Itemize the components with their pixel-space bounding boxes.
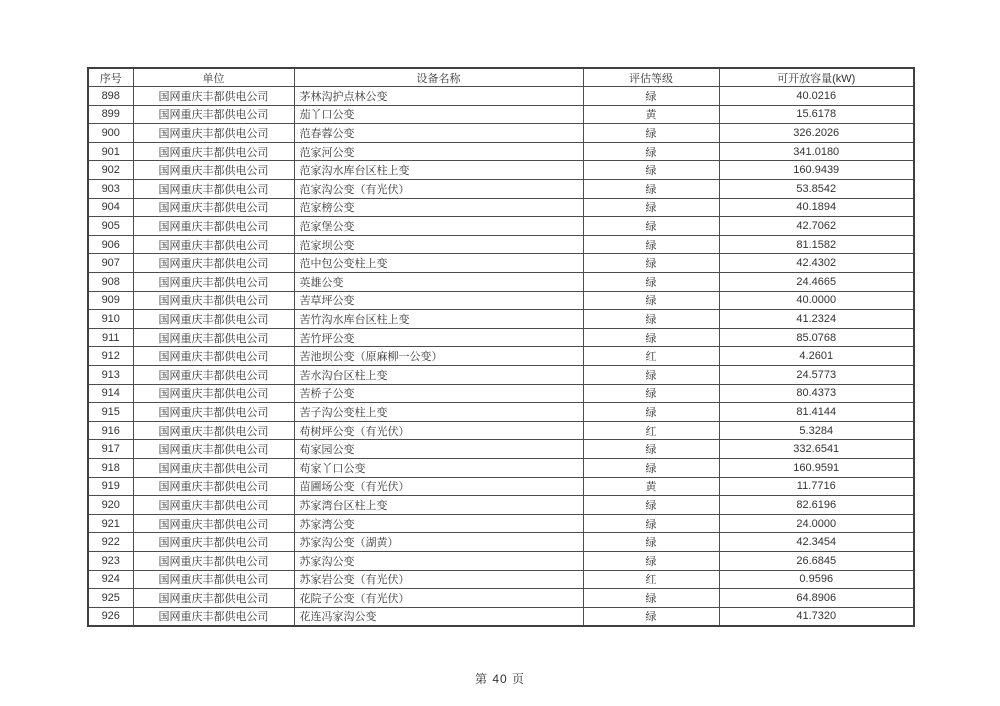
cell-grade: 绿 (583, 589, 719, 608)
cell-capacity: 24.4665 (719, 273, 914, 292)
table-row (88, 496, 914, 515)
table-row (88, 87, 914, 106)
cell-device: 苏家沟公变 (294, 551, 583, 570)
cell-index: 912 (88, 347, 133, 366)
cell-device: 范家堡公变 (294, 217, 583, 236)
cell-index: 906 (88, 235, 133, 254)
cell-grade: 黄 (583, 477, 719, 496)
cell-device: 茅林沟护点林公变 (294, 87, 583, 106)
cell-index: 914 (88, 384, 133, 403)
cell-grade: 绿 (583, 440, 719, 459)
cell-unit: 国网重庆丰都供电公司 (133, 533, 294, 552)
table-row (88, 291, 914, 310)
cell-grade: 绿 (583, 458, 719, 477)
cell-capacity: 0.9596 (719, 570, 914, 589)
table-header-row (88, 68, 914, 87)
cell-index: 908 (88, 273, 133, 292)
table-row (88, 403, 914, 422)
table-row (88, 142, 914, 161)
cell-grade: 红 (583, 421, 719, 440)
cell-unit: 国网重庆丰都供电公司 (133, 570, 294, 589)
cell-index: 905 (88, 217, 133, 236)
table-row (88, 589, 914, 608)
cell-device: 苏家湾公变 (294, 514, 583, 533)
cell-device: 茄丫口公变 (294, 105, 583, 124)
cell-device: 花院子公变（有光伏） (294, 589, 583, 608)
cell-grade: 绿 (583, 496, 719, 515)
cell-grade: 绿 (583, 514, 719, 533)
cell-grade: 绿 (583, 124, 719, 143)
cell-device: 范家沟公变（有光伏） (294, 180, 583, 199)
cell-capacity: 40.0000 (719, 291, 914, 310)
cell-index: 900 (88, 124, 133, 143)
cell-grade: 绿 (583, 291, 719, 310)
table-row (88, 384, 914, 403)
cell-device: 范家坝公变 (294, 235, 583, 254)
cell-unit: 国网重庆丰都供电公司 (133, 273, 294, 292)
cell-capacity: 80.4373 (719, 384, 914, 403)
cell-index: 923 (88, 551, 133, 570)
cell-index: 926 (88, 607, 133, 626)
cell-capacity: 40.0216 (719, 87, 914, 106)
cell-capacity: 81.4144 (719, 403, 914, 422)
cell-device: 苦水沟台区柱上变 (294, 366, 583, 385)
cell-capacity: 24.5773 (719, 366, 914, 385)
cell-unit: 国网重庆丰都供电公司 (133, 366, 294, 385)
table-row (88, 551, 914, 570)
cell-capacity: 332.6541 (719, 440, 914, 459)
table-row (88, 570, 914, 589)
cell-capacity: 81.1582 (719, 235, 914, 254)
cell-device: 英雄公变 (294, 273, 583, 292)
table-row (88, 254, 914, 273)
table-row (88, 533, 914, 552)
cell-unit: 国网重庆丰都供电公司 (133, 328, 294, 347)
cell-device: 范家榜公变 (294, 198, 583, 217)
cell-index: 901 (88, 142, 133, 161)
cell-capacity: 40.1894 (719, 198, 914, 217)
cell-capacity: 53.8542 (719, 180, 914, 199)
cell-unit: 国网重庆丰都供电公司 (133, 496, 294, 515)
cell-unit: 国网重庆丰都供电公司 (133, 458, 294, 477)
cell-unit: 国网重庆丰都供电公司 (133, 217, 294, 236)
cell-grade: 绿 (583, 328, 719, 347)
cell-index: 919 (88, 477, 133, 496)
cell-device: 苟家丫口公变 (294, 458, 583, 477)
cell-capacity: 5.3284 (719, 421, 914, 440)
cell-device: 苗圃场公变（有光伏） (294, 477, 583, 496)
table-row (88, 440, 914, 459)
table-row (88, 180, 914, 199)
cell-index: 909 (88, 291, 133, 310)
cell-capacity: 15.6178 (719, 105, 914, 124)
col-header-device: 设备名称 (294, 68, 583, 87)
cell-capacity: 82.6196 (719, 496, 914, 515)
cell-index: 907 (88, 254, 133, 273)
cell-capacity: 4.2601 (719, 347, 914, 366)
cell-index: 920 (88, 496, 133, 515)
table-row (88, 514, 914, 533)
table-row (88, 607, 914, 626)
cell-index: 916 (88, 421, 133, 440)
cell-grade: 绿 (583, 607, 719, 626)
cell-index: 902 (88, 161, 133, 180)
cell-grade: 绿 (583, 142, 719, 161)
cell-capacity: 160.9439 (719, 161, 914, 180)
col-header-grade: 评估等级 (583, 68, 719, 87)
cell-index: 899 (88, 105, 133, 124)
cell-grade: 绿 (583, 366, 719, 385)
cell-capacity: 24.0000 (719, 514, 914, 533)
table-row (88, 235, 914, 254)
cell-unit: 国网重庆丰都供电公司 (133, 161, 294, 180)
cell-device: 苦池坝公变（原麻柳一公变） (294, 347, 583, 366)
table-row (88, 217, 914, 236)
table-row (88, 310, 914, 329)
cell-grade: 黄 (583, 105, 719, 124)
capacity-table (87, 67, 915, 627)
cell-capacity: 11.7716 (719, 477, 914, 496)
cell-grade: 绿 (583, 384, 719, 403)
cell-index: 918 (88, 458, 133, 477)
table-row (88, 198, 914, 217)
cell-grade: 绿 (583, 254, 719, 273)
cell-device: 花连冯家沟公变 (294, 607, 583, 626)
cell-unit: 国网重庆丰都供电公司 (133, 403, 294, 422)
cell-unit: 国网重庆丰都供电公司 (133, 310, 294, 329)
table-row (88, 421, 914, 440)
table-row (88, 105, 914, 124)
cell-grade: 绿 (583, 235, 719, 254)
cell-device: 苦竹沟水库台区柱上变 (294, 310, 583, 329)
cell-index: 911 (88, 328, 133, 347)
table-row (88, 328, 914, 347)
cell-device: 范春蓉公变 (294, 124, 583, 143)
cell-index: 921 (88, 514, 133, 533)
cell-index: 924 (88, 570, 133, 589)
cell-device: 苦桥子公变 (294, 384, 583, 403)
cell-index: 904 (88, 198, 133, 217)
cell-capacity: 41.7320 (719, 607, 914, 626)
cell-grade: 绿 (583, 533, 719, 552)
cell-unit: 国网重庆丰都供电公司 (133, 607, 294, 626)
cell-index: 925 (88, 589, 133, 608)
cell-capacity: 341.0180 (719, 142, 914, 161)
cell-device: 苦竹坪公变 (294, 328, 583, 347)
cell-capacity: 26.6845 (719, 551, 914, 570)
table-row (88, 366, 914, 385)
cell-unit: 国网重庆丰都供电公司 (133, 142, 294, 161)
cell-unit: 国网重庆丰都供电公司 (133, 440, 294, 459)
cell-grade: 红 (583, 570, 719, 589)
cell-capacity: 41.2324 (719, 310, 914, 329)
cell-capacity: 42.3454 (719, 533, 914, 552)
cell-index: 915 (88, 403, 133, 422)
cell-grade: 绿 (583, 273, 719, 292)
cell-unit: 国网重庆丰都供电公司 (133, 124, 294, 143)
cell-unit: 国网重庆丰都供电公司 (133, 551, 294, 570)
cell-unit: 国网重庆丰都供电公司 (133, 347, 294, 366)
cell-capacity: 160.9591 (719, 458, 914, 477)
cell-device: 苟树坪公变（有光伏） (294, 421, 583, 440)
cell-capacity: 85.0768 (719, 328, 914, 347)
cell-grade: 绿 (583, 217, 719, 236)
cell-index: 917 (88, 440, 133, 459)
cell-device: 苏家湾台区柱上变 (294, 496, 583, 515)
table-row (88, 273, 914, 292)
cell-device: 苏家沟公变（湖黄） (294, 533, 583, 552)
cell-device: 范家河公变 (294, 142, 583, 161)
cell-grade: 绿 (583, 180, 719, 199)
table-row (88, 458, 914, 477)
page-number: 第 40 页 (474, 672, 526, 686)
cell-unit: 国网重庆丰都供电公司 (133, 254, 294, 273)
col-header-index: 序号 (88, 68, 133, 87)
table-row (88, 161, 914, 180)
cell-capacity: 42.4302 (719, 254, 914, 273)
cell-capacity: 42.7062 (719, 217, 914, 236)
table-row (88, 477, 914, 496)
cell-device: 范家沟水库台区柱上变 (294, 161, 583, 180)
cell-capacity: 64.8906 (719, 589, 914, 608)
cell-index: 922 (88, 533, 133, 552)
cell-unit: 国网重庆丰都供电公司 (133, 477, 294, 496)
cell-unit: 国网重庆丰都供电公司 (133, 421, 294, 440)
cell-grade: 红 (583, 347, 719, 366)
cell-unit: 国网重庆丰都供电公司 (133, 180, 294, 199)
cell-unit: 国网重庆丰都供电公司 (133, 87, 294, 106)
cell-grade: 绿 (583, 198, 719, 217)
cell-unit: 国网重庆丰都供电公司 (133, 105, 294, 124)
col-header-capacity: 可开放容量(kW) (719, 68, 914, 87)
cell-device: 苏家岩公变（有光伏） (294, 570, 583, 589)
table-row (88, 347, 914, 366)
cell-index: 903 (88, 180, 133, 199)
cell-grade: 绿 (583, 551, 719, 570)
cell-capacity: 326.2026 (719, 124, 914, 143)
cell-unit: 国网重庆丰都供电公司 (133, 384, 294, 403)
cell-unit: 国网重庆丰都供电公司 (133, 514, 294, 533)
cell-device: 苟家园公变 (294, 440, 583, 459)
cell-unit: 国网重庆丰都供电公司 (133, 235, 294, 254)
table-row (88, 124, 914, 143)
cell-unit: 国网重庆丰都供电公司 (133, 291, 294, 310)
cell-device: 苦草坪公变 (294, 291, 583, 310)
cell-unit: 国网重庆丰都供电公司 (133, 589, 294, 608)
cell-grade: 绿 (583, 310, 719, 329)
cell-grade: 绿 (583, 161, 719, 180)
cell-index: 913 (88, 366, 133, 385)
cell-grade: 绿 (583, 87, 719, 106)
cell-unit: 国网重庆丰都供电公司 (133, 198, 294, 217)
cell-index: 910 (88, 310, 133, 329)
cell-grade: 绿 (583, 403, 719, 422)
col-header-unit: 单位 (133, 68, 294, 87)
cell-device: 苦子沟公变柱上变 (294, 403, 583, 422)
cell-device: 范中包公变柱上变 (294, 254, 583, 273)
cell-index: 898 (88, 87, 133, 106)
